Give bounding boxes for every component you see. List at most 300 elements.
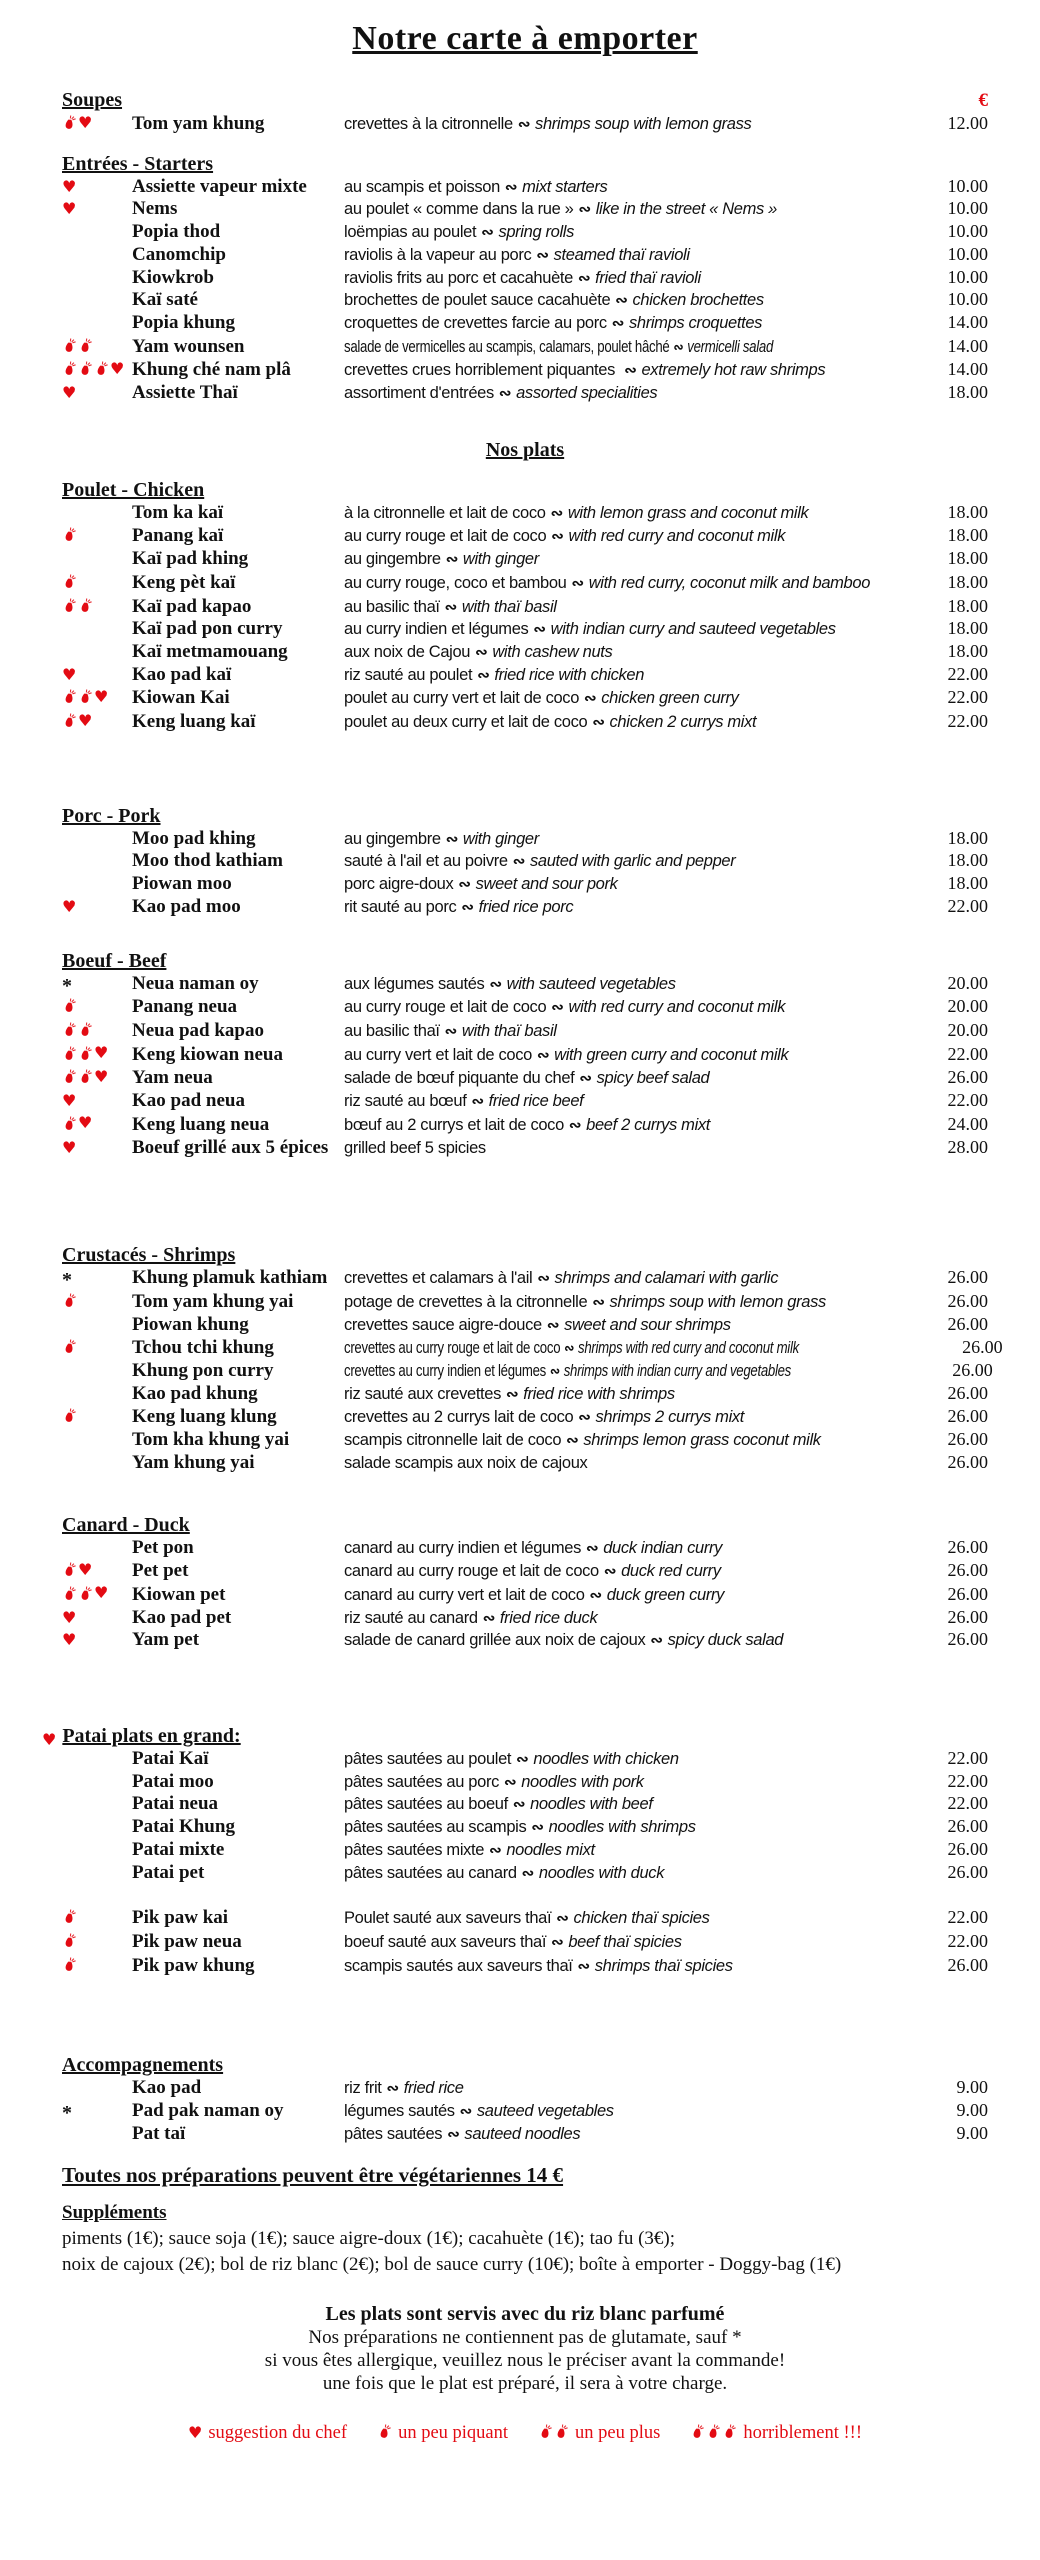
item-description — [344, 1630, 898, 1652]
item-price: 26.00 — [947, 1560, 988, 1581]
menu-item-row — [62, 1043, 988, 1067]
squiggle-separator-icon: ∾ — [512, 853, 525, 871]
item-price: 14.00 — [947, 359, 988, 380]
served-with-rice-note: Les plats sont servis avec du riz blanc parfumé — [325, 2303, 725, 2326]
item-name: Piowan moo — [132, 873, 232, 895]
item-price: 26.00 — [947, 1629, 988, 1650]
squiggle-separator-icon: ∾ — [489, 975, 502, 993]
item-icons — [62, 112, 132, 133]
item-name: Pet pet — [132, 1560, 189, 1582]
item-description-english: spicy duck salad — [667, 1631, 784, 1650]
menu-item-row — [62, 1583, 988, 1607]
item-name: Kao pad neua — [132, 1090, 245, 1112]
squiggle-separator-icon: ∾ — [566, 1432, 579, 1450]
item-name: Nems — [132, 198, 178, 220]
item-description — [344, 712, 898, 734]
chili-pepper-icon — [78, 1021, 93, 1042]
item-price: 22.00 — [947, 1930, 988, 1951]
item-description-english: noodles with chicken — [533, 1750, 679, 1769]
section-heading: Canard - Duck — [62, 1513, 190, 1536]
item-name: Neua pad kapao — [132, 1019, 264, 1041]
item-icons — [62, 176, 132, 196]
item-description-french: riz frit — [344, 2079, 382, 2098]
menu-item-row — [62, 1771, 988, 1794]
item-name: Kiowan pet — [132, 1583, 226, 1605]
squiggle-separator-icon: ∾ — [650, 1632, 663, 1650]
menu-item-row — [62, 1452, 988, 1475]
item-description-english: shrimps croquettes — [628, 313, 763, 332]
item-description — [344, 2078, 898, 2100]
item-name: Popia thod — [132, 221, 221, 243]
item-description-english: with red curry, coconut milk and bamboo — [588, 573, 871, 592]
item-name: Kao pad moo — [132, 895, 241, 917]
heart-icon: ♥ — [78, 1559, 93, 1579]
item-icons — [62, 385, 132, 401]
item-name: Khung plamuk kathiam — [132, 1267, 328, 1289]
item-name: Boeuf grillé aux 5 épices — [132, 1136, 329, 1158]
item-description-french: salade de vermicelles au scampis, calamars, poulet hâché — [344, 337, 670, 356]
squiggle-separator-icon: ∾ — [521, 1864, 534, 1882]
item-description-french: riz sauté au canard — [344, 1608, 478, 1627]
item-name: Moo pad khing — [132, 827, 256, 849]
item-name: Panang neua — [132, 996, 238, 1018]
item-icons — [62, 1954, 132, 1975]
supplements-line-1: piments (1€); sauce soja (1€); sauce aigre-doux (1€); cacahuète (1€); tao fu (3€); — [62, 2228, 676, 2250]
chili-pepper-icon — [62, 712, 77, 733]
item-description-french: sauté à l'ail et au poivre — [344, 852, 508, 871]
item-description-english: shrimps and calamari with garlic — [554, 1269, 779, 1288]
item-description-english: beef thaï spicies — [568, 1932, 682, 1951]
item-name: Tom yam khung — [132, 113, 265, 134]
item-description-french: au basilic thaï — [344, 597, 440, 616]
squiggle-separator-icon: ∾ — [445, 551, 458, 569]
item-name: Tom yam khung yai — [132, 1290, 294, 1312]
squiggle-separator-icon: ∾ — [584, 690, 597, 708]
menu-item-row — [62, 221, 988, 244]
section-heading: Patai plats en grand: — [62, 1725, 241, 1748]
item-description-english: chicken thaï spicies — [573, 1909, 710, 1928]
item-description — [344, 1817, 898, 1839]
item-description-english: shrimps with red curry and coconut milk — [578, 1339, 799, 1358]
squiggle-separator-icon: ∾ — [475, 643, 488, 661]
item-name: Popia khung — [132, 311, 235, 333]
item-description-english: assorted specialities — [516, 384, 658, 403]
item-price: 22.00 — [947, 1090, 988, 1111]
item-name: Patai moo — [132, 1770, 214, 1792]
item-description-english: fried rice with shrimps — [523, 1384, 675, 1403]
item-description — [344, 1561, 898, 1583]
asterisk-icon: * — [62, 1269, 72, 1292]
item-icons — [62, 973, 132, 997]
item-description-english: noodles with shrimps — [548, 1818, 696, 1837]
supplements-line-2: noix de cajoux (2€); bol de riz blanc (2€); bol de sauce curry (10€); boîte à emporter - Doggy-bag (1€) — [62, 2254, 842, 2276]
item-description — [344, 1045, 898, 1067]
item-description — [344, 1863, 898, 1885]
item-description-french: crevettes au 2 currys lait de coco — [344, 1408, 574, 1427]
item-description-english: chicken brochettes — [632, 291, 764, 310]
item-name: Pik paw neua — [132, 1930, 242, 1952]
menu-item-row — [62, 828, 988, 851]
section-heading: Soupes — [62, 89, 123, 111]
squiggle-separator-icon: ∾ — [506, 1385, 519, 1403]
page-title: Notre carte à emporter — [352, 20, 698, 57]
item-price: 22.00 — [947, 1793, 988, 1814]
item-icons — [62, 1267, 132, 1292]
heart-icon: ♥ — [78, 1113, 93, 1133]
item-price: 18.00 — [947, 595, 988, 616]
item-description — [344, 665, 898, 687]
item-description — [344, 874, 898, 896]
item-price: 14.00 — [947, 311, 988, 332]
item-description — [344, 1932, 898, 1954]
item-icons — [62, 1583, 132, 1604]
item-name: Khung pon curry — [132, 1360, 274, 1382]
menu-item-row — [62, 995, 988, 1019]
chili-pepper-icon — [94, 360, 109, 381]
item-name: Kaï saté — [132, 289, 198, 311]
squiggle-separator-icon: ∾ — [564, 1340, 575, 1358]
chili-pepper-icon — [62, 1045, 77, 1066]
chili-pepper-icon — [62, 1407, 77, 1428]
item-description — [344, 222, 898, 244]
heart-icon: ♥ — [42, 1730, 57, 1750]
item-description-french: crevettes et calamars à l'ail — [344, 1269, 533, 1288]
plats-center-heading: Nos plats — [485, 438, 565, 461]
item-description-english: shrimps soup with lemon grass — [609, 1292, 826, 1311]
item-icons — [62, 1137, 132, 1157]
item-icons — [62, 1906, 132, 1927]
item-description-french: crevettes crues horriblement piquantes — [344, 361, 620, 380]
menu-item-row — [62, 382, 988, 405]
item-icons — [62, 595, 132, 616]
menu-item-row — [62, 896, 988, 919]
item-description-french: au curry rouge et lait de coco — [344, 998, 547, 1017]
squiggle-separator-icon: ∾ — [504, 178, 518, 196]
item-name: Canomchip — [132, 243, 226, 265]
menu-item-row — [62, 1862, 988, 1885]
item-description-english: fried rice porc — [478, 897, 574, 916]
item-description-french: au gingembre — [344, 550, 441, 569]
item-description — [344, 1021, 898, 1043]
item-description — [344, 1772, 898, 1794]
item-description-english: spicy beef salad — [596, 1069, 710, 1088]
item-description-french: canard au curry vert et lait de coco — [344, 1585, 585, 1604]
item-description-english: with indian curry and sauteed vegetables — [550, 620, 836, 639]
legend-item — [538, 2421, 660, 2444]
item-description-french: poulet au deux curry et lait de coco — [344, 713, 588, 732]
item-name: Moo thod kathiam — [132, 850, 283, 872]
item-description-english: sauted with garlic and pepper — [529, 852, 736, 871]
item-icons — [62, 1113, 132, 1134]
item-description-french: crevettes au curry rouge et lait de coco — [344, 1339, 561, 1358]
item-price: 18.00 — [947, 548, 988, 569]
chili-pepper-icon — [62, 1908, 77, 1929]
section-heading: Accompagnements — [62, 2054, 224, 2077]
item-name: Keng luang klung — [132, 1406, 277, 1428]
item-description-french: pâtes sautées au canard — [344, 1863, 517, 1882]
heart-icon: ♥ — [62, 1630, 77, 1650]
chili-pepper-icon — [62, 1338, 77, 1359]
item-price: 22.00 — [947, 1043, 988, 1064]
item-description-english: fried rice with chicken — [494, 665, 645, 684]
item-description-english: with ginger — [462, 550, 539, 569]
menu-item-row — [62, 1629, 988, 1652]
item-description-french: potage de crevettes à la citronnelle — [344, 1292, 588, 1311]
menu-item-row — [62, 312, 988, 335]
item-description — [344, 2124, 898, 2146]
squiggle-separator-icon: ∾ — [531, 1819, 544, 1837]
item-price: 18.00 — [947, 618, 988, 639]
item-icons — [62, 995, 132, 1016]
menu-item-row — [62, 1839, 988, 1862]
chili-pepper-icon — [62, 573, 77, 594]
section-heading-row — [62, 1513, 988, 1537]
menu-item-row — [62, 2123, 988, 2146]
item-name: Assiette Thaï — [132, 382, 238, 404]
legend-label: un peu plus — [575, 2423, 661, 2444]
squiggle-separator-icon: ∾ — [551, 1933, 564, 1951]
chili-pepper-icon — [62, 114, 77, 135]
squiggle-separator-icon: ∾ — [517, 116, 531, 133]
item-description — [344, 383, 898, 405]
legend-item — [377, 2421, 508, 2444]
item-name: Pat taï — [132, 2122, 186, 2144]
item-price: 26.00 — [947, 1816, 988, 1837]
menu-item-row — [62, 1019, 988, 1043]
item-icons — [62, 524, 132, 545]
item-price: 26.00 — [947, 1290, 988, 1311]
item-icons — [62, 896, 132, 916]
legend-icons — [377, 2421, 392, 2443]
chili-pepper-icon — [62, 337, 77, 358]
item-description-french: pâtes sautées — [344, 2124, 443, 2143]
squiggle-separator-icon: ∾ — [516, 1751, 529, 1769]
menu-item-row — [62, 1090, 988, 1113]
item-price: 26.00 — [962, 1337, 1003, 1358]
item-description — [344, 1956, 898, 1978]
item-icons — [62, 201, 132, 217]
item-description — [344, 1268, 898, 1290]
item-description-french: riz sauté aux crevettes — [344, 1384, 502, 1403]
chili-pepper-icon — [690, 2423, 705, 2445]
item-price: 26.00 — [947, 1067, 988, 1088]
menu-item-row — [62, 2100, 988, 2123]
item-description — [344, 897, 898, 919]
item-price: 26.00 — [947, 1406, 988, 1427]
menu-section-patai — [42, 1724, 988, 1977]
item-description-french: aux légumes sautés — [344, 974, 485, 993]
item-icons — [62, 2100, 132, 2125]
item-description — [344, 245, 898, 267]
menu-item-row — [62, 1113, 988, 1137]
item-description-english: fried thaï ravioli — [595, 268, 701, 287]
squiggle-separator-icon: ∾ — [458, 876, 471, 894]
item-name: Patai mixte — [132, 1838, 225, 1860]
item-description-french: au curry rouge et lait de coco — [344, 527, 547, 546]
item-icons — [62, 335, 132, 356]
legend-item — [690, 2421, 862, 2444]
heart-icon: ♥ — [62, 176, 77, 196]
item-name: Patai Khung — [132, 1816, 235, 1838]
item-icons — [62, 1043, 132, 1064]
item-description-english: spring rolls — [498, 223, 575, 242]
squiggle-separator-icon: ∾ — [589, 1586, 602, 1604]
menu-item-row — [62, 112, 988, 136]
item-price: 9.00 — [956, 2122, 988, 2143]
squiggle-separator-icon: ∾ — [477, 666, 490, 684]
item-name: Neua naman oy — [132, 972, 259, 994]
squiggle-separator-icon: ∾ — [551, 528, 564, 546]
item-name: Piowan khung — [132, 1313, 249, 1335]
menu-item-row — [62, 335, 988, 359]
item-price: 20.00 — [947, 1019, 988, 1040]
menu-item-row — [62, 973, 988, 996]
item-icons — [62, 571, 132, 592]
chili-pepper-icon — [554, 2423, 569, 2445]
squiggle-separator-icon: ∾ — [489, 1841, 502, 1859]
section-heading-row — [62, 478, 988, 502]
item-description-english: fried rice beef — [488, 1092, 584, 1111]
section-heading-row — [62, 1243, 988, 1267]
chili-pepper-icon — [78, 1045, 93, 1066]
squiggle-separator-icon: ∾ — [577, 1957, 590, 1975]
menu-item-row — [62, 1816, 988, 1839]
item-description-english: with sauteed vegetables — [506, 974, 676, 993]
item-description — [344, 313, 898, 335]
item-description-french: pâtes sautées au scampis — [344, 1818, 527, 1837]
item-price: 26.00 — [947, 1313, 988, 1334]
legend-icons — [690, 2421, 737, 2443]
item-description — [344, 177, 898, 199]
item-description-english: chicken 2 currys mixt — [609, 713, 757, 732]
item-price: 10.00 — [947, 289, 988, 310]
item-description-english: with lemon grass and coconut milk — [567, 503, 809, 522]
chili-pepper-icon — [62, 1292, 77, 1313]
menu-item-row — [62, 1137, 988, 1160]
item-description-french: salade de bœuf piquante du chef — [344, 1069, 575, 1088]
item-description-french: pâtes sautées au porc — [344, 1772, 500, 1791]
item-name: Kao pad — [132, 2077, 202, 2099]
item-description-english: chicken green curry — [601, 689, 739, 708]
item-description-english: with cashew nuts — [492, 642, 613, 661]
heart-icon: ♥ — [94, 686, 109, 706]
item-price: 22.00 — [947, 687, 988, 708]
menu-section-soupes — [62, 88, 988, 136]
menu-item-row — [62, 850, 988, 873]
item-name: Patai Kaï — [132, 1748, 209, 1770]
item-description-french: Poulet sauté aux saveurs thaï — [344, 1909, 552, 1928]
item-name: Tom kha khung yai — [132, 1429, 290, 1451]
item-description-french: raviolis frits au porc et cacahuète — [344, 268, 573, 287]
section-heading: Crustacés - Shrimps — [62, 1244, 236, 1267]
section-heading-row — [62, 949, 988, 973]
item-description — [344, 619, 898, 641]
menu-item-row — [62, 873, 988, 896]
item-price: 22.00 — [947, 1907, 988, 1928]
item-description-french: aux noix de Cajou — [344, 642, 471, 661]
legend-label: un peu piquant — [398, 2423, 509, 2444]
item-description-french: pâtes sautées mixte — [344, 1840, 485, 1859]
menu-item-row — [62, 641, 988, 664]
menu-item-row — [62, 1360, 993, 1383]
item-description-english: sweet and sour pork — [475, 875, 618, 894]
item-name: Keng pèt kaï — [132, 571, 236, 593]
heart-icon: ♥ — [62, 1607, 77, 1627]
item-name: Keng luang kaï — [132, 711, 256, 733]
item-description — [344, 1338, 913, 1360]
squiggle-separator-icon: ∾ — [568, 1116, 582, 1134]
squiggle-separator-icon: ∾ — [550, 504, 563, 522]
squiggle-separator-icon: ∾ — [577, 269, 591, 287]
asterisk-icon: * — [62, 2102, 72, 2125]
squiggle-separator-icon: ∾ — [615, 292, 628, 310]
item-description-english: with red curry and coconut milk — [568, 527, 786, 546]
item-price: 10.00 — [947, 221, 988, 242]
heart-icon: ♥ — [62, 664, 77, 684]
item-description-french: riz sauté au poulet — [344, 665, 473, 684]
menu-item-row — [62, 289, 988, 312]
section-heading-row — [62, 152, 988, 176]
item-icons — [62, 358, 132, 379]
item-name: Pad pak naman oy — [132, 2100, 284, 2122]
item-icons — [62, 1290, 132, 1311]
item-price: 22.00 — [947, 1748, 988, 1769]
item-description-french: salade scampis aux noix de cajoux — [344, 1453, 588, 1472]
item-icons — [62, 1607, 132, 1627]
item-icons — [62, 686, 132, 707]
item-description — [344, 1453, 898, 1475]
item-name: Yam khung yai — [132, 1451, 255, 1473]
item-description-english: with thaï basil — [461, 1021, 557, 1040]
squiggle-separator-icon: ∾ — [498, 385, 512, 403]
item-price: 18.00 — [947, 501, 988, 522]
heart-icon: ♥ — [110, 358, 125, 378]
item-icons — [62, 1066, 132, 1087]
glutamate-note: Nos préparations ne contiennent pas de glutamate, sauf * — [308, 2327, 742, 2349]
item-description-french: au gingembre — [344, 829, 441, 848]
spiciness-legend — [62, 2421, 988, 2444]
item-description-french: au curry rouge, coco et bambou — [344, 573, 567, 592]
item-description-english: with green curry and coconut milk — [554, 1045, 789, 1064]
section-heading-row — [62, 2053, 988, 2077]
menu-item-row — [62, 502, 988, 525]
item-price: 28.00 — [947, 1136, 988, 1157]
item-name: Kaï pad kapao — [132, 595, 252, 617]
chili-pepper-icon — [706, 2423, 721, 2445]
item-description — [344, 1091, 898, 1113]
menu-item-row — [62, 1336, 1003, 1360]
item-icons — [62, 1405, 132, 1426]
item-price: 18.00 — [947, 850, 988, 871]
item-description-french: loëmpias au poulet — [344, 223, 477, 242]
item-description — [344, 337, 898, 359]
item-price: 10.00 — [947, 266, 988, 287]
item-description-french: rit sauté au porc — [344, 897, 457, 916]
menu-item-row — [62, 244, 988, 267]
menu-item-row — [62, 267, 988, 290]
item-description-french: légumes sautés — [344, 2102, 455, 2121]
menu-section-crustaces — [62, 1243, 1003, 1474]
item-description — [344, 549, 898, 571]
item-icons — [62, 664, 132, 684]
item-description — [344, 360, 898, 382]
squiggle-separator-icon: ∾ — [461, 898, 474, 916]
squiggle-separator-icon: ∾ — [549, 1363, 560, 1381]
menu-section-canard — [62, 1513, 988, 1653]
menu-item-row — [62, 1793, 988, 1816]
squiggle-separator-icon: ∾ — [444, 598, 457, 616]
chili-pepper-icon — [62, 526, 77, 547]
